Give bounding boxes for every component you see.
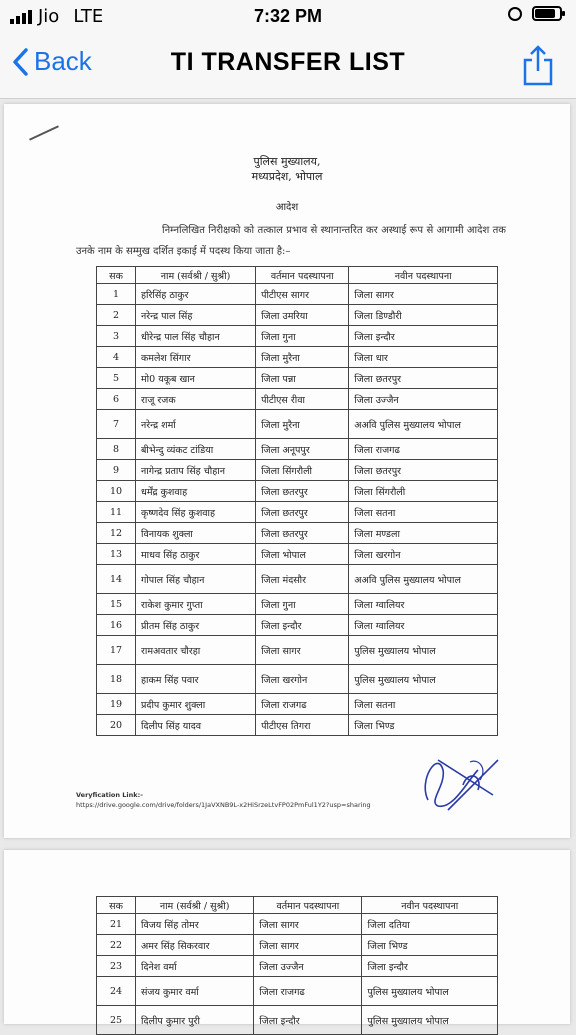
order-paragraph: निम्नलिखित निरीक्षको को तत्काल प्रभाव से स्थानान्तरित कर अस्थाई रूप से आगामी आदेश तक उनके नाम के सम्मुख दर्शित इकाई में पदस्थ किया जाता है:– [76, 225, 506, 257]
name-cell: प्रीतम सिंह ठाकुर [136, 615, 256, 636]
verification-link[interactable]: https://drive.google.com/drive/folders/1JaVXNB9L-x2HiSrzeLtvFP02PmFul1Y2?usp=sharing [76, 801, 371, 809]
serial-cell: 24 [97, 977, 136, 1006]
table-row [97, 665, 498, 694]
current-posting-cell: जिला गुना [256, 594, 349, 615]
serial-cell: 20 [97, 715, 136, 736]
current-posting-cell: जिला मुरैना [256, 410, 349, 439]
name-cell: प्रदीप कुमार शुक्ला [136, 694, 256, 715]
orientation-lock-icon [508, 7, 522, 21]
table-row [97, 439, 498, 460]
table-header-row [97, 897, 498, 914]
new-posting-cell: जिला सतना [349, 502, 498, 523]
column-header: नाम (सर्वश्री / सुश्री) [136, 897, 254, 914]
current-posting-cell: जिला सागर [254, 935, 362, 956]
new-posting-cell: अअवि पुलिस मुख्यालय भोपाल [349, 565, 498, 594]
clock: 7:32 PM [253, 6, 323, 26]
name-cell: कृष्णदेव सिंह कुशवाह [136, 502, 256, 523]
new-posting-cell: जिला खरगोन [349, 544, 498, 565]
current-posting-cell: जिला राजगढ [256, 694, 349, 715]
serial-cell: 18 [97, 665, 136, 694]
new-posting-cell: जिला ग्वालियर [349, 594, 498, 615]
current-posting-cell: जिला छतरपुर [256, 481, 349, 502]
serial-cell: 23 [97, 956, 136, 977]
table-row [97, 305, 498, 326]
serial-cell: 14 [97, 565, 136, 594]
name-cell: विनायक शुक्ला [136, 523, 256, 544]
column-header: सक [97, 267, 136, 284]
current-posting-cell: जिला पन्ना [256, 368, 349, 389]
order-title: आदेश [275, 202, 299, 213]
serial-cell: 9 [97, 460, 136, 481]
current-posting-cell: जिला सागर [256, 636, 349, 665]
serial-cell: 5 [97, 368, 136, 389]
name-cell: दिलीप सिंह यादव [136, 715, 256, 736]
table-row [97, 284, 498, 305]
table-row [97, 389, 498, 410]
current-posting-cell: जिला सागर [254, 914, 362, 935]
name-cell: कमलेश सिंगार [136, 347, 256, 368]
serial-cell: 8 [97, 439, 136, 460]
name-cell: गोपाल सिंह चौहान [136, 565, 256, 594]
name-cell: नरेन्द्र पाल सिंह [136, 305, 256, 326]
status-icons [508, 6, 562, 21]
table-row [97, 410, 498, 439]
column-header: नाम (सर्वश्री / सुश्री) [136, 267, 256, 284]
header-line-2: मध्यप्रदेश, भोपाल [251, 170, 323, 183]
back-label: Back [34, 46, 92, 76]
table-row [97, 481, 498, 502]
current-posting-cell: जिला उज्जैन [254, 956, 362, 977]
name-cell: नरेन्द्र शर्मा [136, 410, 256, 439]
serial-cell: 15 [97, 594, 136, 615]
table-row [97, 594, 498, 615]
serial-cell: 1 [97, 284, 136, 305]
current-posting-cell: जिला खरगोन [256, 665, 349, 694]
page-title: TI TRANSFER LIST [170, 48, 406, 76]
table-row [97, 715, 498, 736]
name-cell: हाकम सिंह पवार [136, 665, 256, 694]
current-posting-cell: जिला अनूपपुर [256, 439, 349, 460]
status-bar [0, 0, 576, 34]
current-posting-cell: पीटीएस तिगरा [256, 715, 349, 736]
current-posting-cell: जिला उमरिया [256, 305, 349, 326]
new-posting-cell: जिला भिण्ड [349, 715, 498, 736]
serial-cell: 11 [97, 502, 136, 523]
name-cell: मो0 यकूब खान [136, 368, 256, 389]
name-cell: बीभेन्दु व्यंकट टांडिया [136, 439, 256, 460]
name-cell: राजू रजक [136, 389, 256, 410]
name-cell: विजय सिंह तोमर [136, 914, 254, 935]
serial-cell: 13 [97, 544, 136, 565]
table-row [97, 935, 498, 956]
new-posting-cell: जिला छतरपुर [349, 460, 498, 481]
name-cell: अमर सिंह सिकरवार [136, 935, 254, 956]
name-cell: धीरेन्द्र पाल सिंह चौहान [136, 326, 256, 347]
name-cell: संजय कुमार वर्मा [136, 977, 254, 1006]
new-posting-cell: जिला मण्डला [349, 523, 498, 544]
new-posting-cell: जिला इन्दौर [362, 956, 498, 977]
current-posting-cell: जिला गुना [256, 326, 349, 347]
name-cell: दिनेश वर्मा [136, 956, 254, 977]
current-posting-cell: पीटीएस रीवा [256, 389, 349, 410]
new-posting-cell: जिला छतरपुर [349, 368, 498, 389]
new-posting-cell: जिला भिण्ड [362, 935, 498, 956]
back-button[interactable] [12, 46, 92, 77]
new-posting-cell: जिला सागर [349, 284, 498, 305]
document-page-1 [4, 104, 570, 838]
new-posting-cell: पुलिस मुख्यालय भोपाल [362, 1006, 498, 1035]
new-posting-cell: पुलिस मुख्यालय भोपाल [349, 665, 498, 694]
new-posting-cell: जिला दतिया [362, 914, 498, 935]
current-posting-cell: जिला भोपाल [256, 544, 349, 565]
transfer-table-continued [96, 896, 498, 1035]
verification-label: Veryfication Link:- [76, 791, 143, 799]
header-line-1: पुलिस मुख्यालय, [253, 155, 321, 168]
share-icon [522, 44, 554, 86]
name-cell: दिलीप कुमार पुरी [136, 1006, 254, 1035]
new-posting-cell: जिला उज्जैन [349, 389, 498, 410]
serial-cell: 12 [97, 523, 136, 544]
table-row [97, 615, 498, 636]
table-row [97, 347, 498, 368]
navigation-bar [0, 34, 576, 99]
serial-cell: 25 [97, 1006, 136, 1035]
carrier-name: Jio [38, 6, 60, 27]
document-page-2 [4, 850, 570, 1027]
table-row [97, 694, 498, 715]
column-header: नवीन पदस्थापना [349, 267, 498, 284]
table-row [97, 460, 498, 481]
new-posting-cell: जिला सिंगरौली [349, 481, 498, 502]
new-posting-cell: जिला ग्वालियर [349, 615, 498, 636]
column-header: सक [97, 897, 136, 914]
table-header-row [97, 267, 498, 284]
current-posting-cell: जिला मंदसौर [256, 565, 349, 594]
signature [408, 740, 508, 816]
share-button[interactable] [522, 44, 554, 90]
column-header: वर्तमान पदस्थापना [256, 267, 349, 284]
network-type: LTE [73, 6, 104, 27]
serial-cell: 19 [97, 694, 136, 715]
table-row [97, 914, 498, 935]
new-posting-cell: जिला इन्दौर [349, 326, 498, 347]
name-cell: धर्मेंद्र कुशवाह [136, 481, 256, 502]
chevron-left-icon [12, 48, 28, 76]
table-row [97, 565, 498, 594]
new-posting-cell: पुलिस मुख्यालय भोपाल [349, 636, 498, 665]
table-row [97, 977, 498, 1006]
table-row [97, 523, 498, 544]
new-posting-cell: जिला धार [349, 347, 498, 368]
verification-block [76, 790, 371, 810]
serial-cell: 3 [97, 326, 136, 347]
table-row [97, 956, 498, 977]
new-posting-cell: पुलिस मुख्यालय भोपाल [362, 977, 498, 1006]
table-row [97, 636, 498, 665]
name-cell: राकेश कुमार गुप्ता [136, 594, 256, 615]
current-posting-cell: जिला मुरैना [256, 347, 349, 368]
table-row [97, 326, 498, 347]
serial-cell: 17 [97, 636, 136, 665]
battery-icon [532, 6, 562, 21]
serial-cell: 6 [97, 389, 136, 410]
serial-cell: 22 [97, 935, 136, 956]
new-posting-cell: जिला डिण्डौरी [349, 305, 498, 326]
name-cell: हरिसिंह ठाकुर [136, 284, 256, 305]
current-posting-cell: जिला छतरपुर [256, 502, 349, 523]
serial-cell: 10 [97, 481, 136, 502]
current-posting-cell: जिला सिंगरौली [256, 460, 349, 481]
table-row [97, 368, 498, 389]
serial-cell: 7 [97, 410, 136, 439]
current-posting-cell: जिला इन्दौर [254, 1006, 362, 1035]
name-cell: माधव सिंह ठाकुर [136, 544, 256, 565]
table-row [97, 502, 498, 523]
pen-mark [29, 125, 59, 140]
current-posting-cell: पीटीएस सागर [256, 284, 349, 305]
serial-cell: 16 [97, 615, 136, 636]
name-cell: नागेन्द्र प्रताप सिंह चौहान [136, 460, 256, 481]
current-posting-cell: जिला इन्दौर [256, 615, 349, 636]
new-posting-cell: जिला राजगढ [349, 439, 498, 460]
current-posting-cell: जिला राजगढ [254, 977, 362, 1006]
table-row [97, 1006, 498, 1035]
transfer-table [96, 266, 498, 736]
new-posting-cell: जिला सतना [349, 694, 498, 715]
serial-cell: 4 [97, 347, 136, 368]
serial-cell: 2 [97, 305, 136, 326]
table-row [97, 544, 498, 565]
current-posting-cell: जिला छतरपुर [256, 523, 349, 544]
serial-cell: 21 [97, 914, 136, 935]
column-header: नवीन पदस्थापना [362, 897, 498, 914]
column-header: वर्तमान पदस्थापना [254, 897, 362, 914]
name-cell: रामअवतार चौरहा [136, 636, 256, 665]
new-posting-cell: अअवि पुलिस मुख्यालय भोपाल [349, 410, 498, 439]
